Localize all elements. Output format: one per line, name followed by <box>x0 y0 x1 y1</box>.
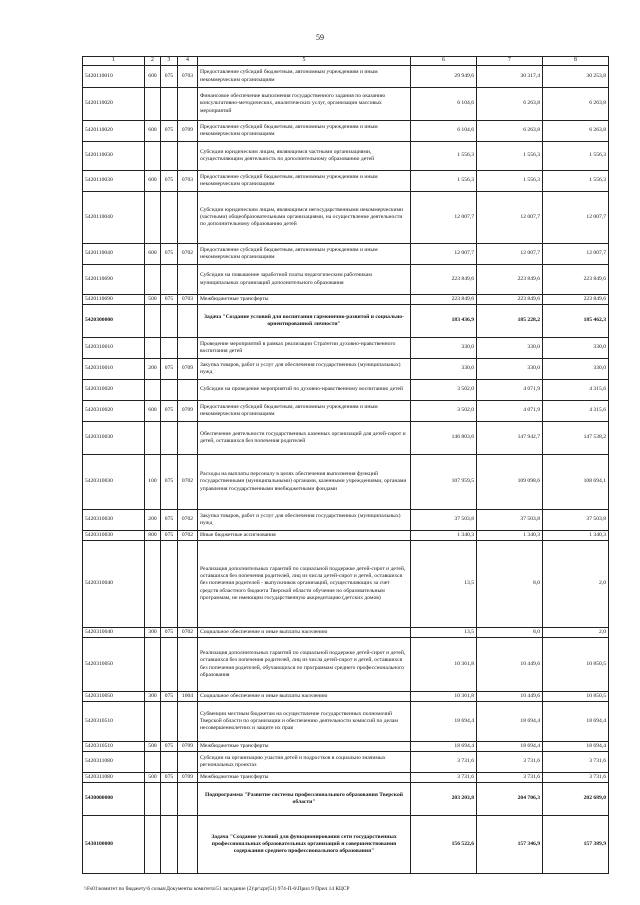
amount-2020-cell: 12 007,7 <box>411 192 477 244</box>
amount-2020-cell: 107 959,5 <box>411 455 477 510</box>
amount-2022-cell: 330,0 <box>543 359 609 380</box>
table-row <box>83 380 609 401</box>
amount-2022-cell: 10 850,5 <box>543 638 609 692</box>
description-cell: Финансовое обеспечение выполнения государственного задания по оказанию консультативно-методических, аналитических услуг, организации массовых мероприятий <box>198 88 411 121</box>
expense-type-cell: 600 <box>145 171 161 192</box>
description-cell: Субсидии на повышение заработной платы педагогическим работникам муниципальных организаций дополнительного образования <box>198 265 411 295</box>
ministry-cell <box>161 380 178 401</box>
ministry-cell: 075 <box>161 244 178 265</box>
description-cell: Межбюджетные трансферты <box>198 773 411 783</box>
expense-type-cell: 500 <box>145 773 161 783</box>
expense-type-cell <box>145 142 161 171</box>
table-row <box>83 455 609 510</box>
amount-2022-cell: 37 503,8 <box>543 510 609 531</box>
amount-2020-cell: 6 104,6 <box>411 88 477 121</box>
column-header: 8 <box>543 57 609 66</box>
table-row <box>83 265 609 295</box>
description-cell: Субсидии на проведение мероприятий по духовно-нравственному воспитанию детей <box>198 380 411 401</box>
target-code-cell: 5420310010 <box>83 359 145 380</box>
section-cell: 0702 <box>178 455 198 510</box>
expense-type-cell: 800 <box>145 531 161 541</box>
section-cell <box>178 816 198 874</box>
table-row <box>83 422 609 455</box>
table-row <box>83 305 609 338</box>
table-row <box>83 88 609 121</box>
amount-2021-cell: 3 731,6 <box>477 773 543 783</box>
target-code-cell: 5420110020 <box>83 121 145 142</box>
amount-2020-cell: 1 556,3 <box>411 142 477 171</box>
expense-type-cell: 200 <box>145 359 161 380</box>
expense-type-cell <box>145 265 161 295</box>
amount-2021-cell: 157 346,9 <box>477 816 543 874</box>
amount-2022-cell: 6 263,8 <box>543 88 609 121</box>
target-code-cell: 5420311080 <box>83 773 145 783</box>
table-row <box>83 773 609 783</box>
description-cell: Предоставление субсидий бюджетным, автономным учреждениям и иным некоммерческим организациям <box>198 171 411 192</box>
section-cell <box>178 305 198 338</box>
description-cell: Предоставление субсидий бюджетным, автономным учреждениям и иным некоммерческим организациям <box>198 121 411 142</box>
target-code-cell: 5420110030 <box>83 142 145 171</box>
target-code-cell: 5420310050 <box>83 638 145 692</box>
amount-2021-cell: 223 849,6 <box>477 295 543 305</box>
target-code-cell: 5420310020 <box>83 401 145 422</box>
target-code-cell: 5420110690 <box>83 295 145 305</box>
target-code-cell: 5420110040 <box>83 244 145 265</box>
amount-2021-cell: 4 071,9 <box>477 380 543 401</box>
amount-2022-cell: 18 694,4 <box>543 742 609 752</box>
expense-type-cell <box>145 338 161 359</box>
amount-2020-cell: 3 502,0 <box>411 401 477 422</box>
expense-type-cell: 300 <box>145 692 161 702</box>
amount-2021-cell: 147 942,7 <box>477 422 543 455</box>
section-cell <box>178 142 198 171</box>
target-code-cell: 5420310010 <box>83 338 145 359</box>
amount-2020-cell: 10 361,8 <box>411 638 477 692</box>
amount-2020-cell: 3 731,6 <box>411 773 477 783</box>
amount-2020-cell: 6 104,6 <box>411 121 477 142</box>
amount-2020-cell: 10 361,8 <box>411 692 477 702</box>
amount-2021-cell: 185 228,2 <box>477 305 543 338</box>
amount-2022-cell: 223 849,6 <box>543 295 609 305</box>
amount-2020-cell: 223 849,6 <box>411 295 477 305</box>
description-cell: Предоставление субсидий бюджетным, автономным учреждениям и иным некоммерческим организациям <box>198 401 411 422</box>
amount-2022-cell: 108 694,1 <box>543 455 609 510</box>
budget-table <box>82 56 609 874</box>
expense-type-cell: 100 <box>145 455 161 510</box>
column-header: 1 <box>83 57 145 66</box>
ministry-cell <box>161 752 178 773</box>
amount-2022-cell: 185 462,3 <box>543 305 609 338</box>
table-row <box>83 510 609 531</box>
section-cell: 0702 <box>178 244 198 265</box>
amount-2022-cell: 147 538,2 <box>543 422 609 455</box>
amount-2021-cell: 37 503,8 <box>477 510 543 531</box>
description-cell: Социальное обеспечение и иные выплаты населению <box>198 692 411 702</box>
expense-type-cell: 600 <box>145 121 161 142</box>
amount-2021-cell: 12 007,7 <box>477 244 543 265</box>
amount-2022-cell: 1 340,3 <box>543 531 609 541</box>
description-cell: Обеспечение деятельности государственных казенных организаций для детей-сирот и детей, оставшихся без попечения родителей <box>198 422 411 455</box>
ministry-cell <box>161 816 178 874</box>
file-path-footer: \\Fs01\комитет по бюджету\6 созыв\Документы комитета\51 заседание (2)\pr\zpr(51) 974-П-6\Прил 9 Прил 14 КЦСР <box>84 886 350 892</box>
table-row <box>83 121 609 142</box>
section-cell: 0702 <box>178 531 198 541</box>
amount-2020-cell: 330,0 <box>411 338 477 359</box>
amount-2022-cell: 1 556,3 <box>543 171 609 192</box>
table-row <box>83 66 609 88</box>
table-row <box>83 628 609 638</box>
amount-2022-cell: 1 556,3 <box>543 142 609 171</box>
target-code-cell: 5420310030 <box>83 422 145 455</box>
target-code-cell: 5430100000 <box>83 816 145 874</box>
description-cell: Закупка товаров, работ и услуг для обеспечения государственных (муниципальных) нужд <box>198 359 411 380</box>
amount-2022-cell: 12 007,7 <box>543 244 609 265</box>
amount-2022-cell: 4 315,6 <box>543 380 609 401</box>
amount-2022-cell: 10 850,5 <box>543 692 609 702</box>
ministry-cell: 075 <box>161 359 178 380</box>
amount-2021-cell: 30 317,4 <box>477 66 543 88</box>
section-cell <box>178 338 198 359</box>
description-cell: Подпрограмма "Развитие системы профессионального образования Тверской области" <box>198 783 411 816</box>
expense-type-cell: 500 <box>145 295 161 305</box>
description-cell: Межбюджетные трансферты <box>198 742 411 752</box>
target-code-cell: 5420310020 <box>83 380 145 401</box>
description-cell: Субсидии на организацию участия детей и подростков в социально значимых региональных проектах <box>198 752 411 773</box>
amount-2021-cell: 223 849,6 <box>477 265 543 295</box>
amount-2021-cell: 330,0 <box>477 338 543 359</box>
section-cell <box>178 380 198 401</box>
description-cell: Закупка товаров, работ и услуг для обеспечения государственных (муниципальных) нужд <box>198 510 411 531</box>
table-row <box>83 244 609 265</box>
expense-type-cell: 200 <box>145 510 161 531</box>
ministry-cell: 075 <box>161 773 178 783</box>
table-row <box>83 752 609 773</box>
amount-2020-cell: 3 502,0 <box>411 380 477 401</box>
ministry-cell: 075 <box>161 295 178 305</box>
target-code-cell: 5420110020 <box>83 88 145 121</box>
column-header: 6 <box>411 57 477 66</box>
expense-type-cell <box>145 380 161 401</box>
column-header: 2 <box>145 57 161 66</box>
table-row <box>83 783 609 816</box>
table-row <box>83 742 609 752</box>
expense-type-cell <box>145 783 161 816</box>
table-row <box>83 192 609 244</box>
ministry-cell: 075 <box>161 401 178 422</box>
section-cell <box>178 638 198 692</box>
amount-2022-cell: 202 689,0 <box>543 783 609 816</box>
amount-2021-cell: 10 449,6 <box>477 692 543 702</box>
expense-type-cell <box>145 305 161 338</box>
amount-2021-cell: 18 694,4 <box>477 702 543 742</box>
description-cell: Предоставление субсидий бюджетным, автономным учреждениям и иным некоммерческим организациям <box>198 244 411 265</box>
target-code-cell: 5420300000 <box>83 305 145 338</box>
amount-2020-cell: 1 556,3 <box>411 171 477 192</box>
ministry-cell: 075 <box>161 742 178 752</box>
description-cell: Предоставление субсидий бюджетным, автономным учреждениям и иным некоммерческим организациям <box>198 66 411 88</box>
amount-2022-cell: 223 849,6 <box>543 265 609 295</box>
target-code-cell: 5420310510 <box>83 742 145 752</box>
expense-type-cell <box>145 752 161 773</box>
amount-2022-cell: 157 389,9 <box>543 816 609 874</box>
expense-type-cell <box>145 192 161 244</box>
target-code-cell: 5430000000 <box>83 783 145 816</box>
amount-2020-cell: 13,5 <box>411 541 477 628</box>
section-cell: 0703 <box>178 171 198 192</box>
ministry-cell <box>161 702 178 742</box>
description-cell: Субсидии юридическим лицам, являющимся негосударственными некоммерческими (частными) общеобразовательными организациями, на осуществление деятельности по дополнительному образованию детей <box>198 192 411 244</box>
amount-2022-cell: 2,0 <box>543 541 609 628</box>
table-row <box>83 816 609 874</box>
section-cell <box>178 88 198 121</box>
table-row <box>83 692 609 702</box>
amount-2020-cell: 1 340,3 <box>411 531 477 541</box>
column-header: 3 <box>161 57 178 66</box>
amount-2020-cell: 18 694,4 <box>411 742 477 752</box>
ministry-cell <box>161 783 178 816</box>
column-header: 4 <box>178 57 198 66</box>
table-row <box>83 171 609 192</box>
amount-2020-cell: 223 849,6 <box>411 265 477 295</box>
table-row <box>83 142 609 171</box>
table-row <box>83 401 609 422</box>
amount-2021-cell: 3 731,6 <box>477 752 543 773</box>
expense-type-cell: 600 <box>145 244 161 265</box>
amount-2021-cell: 18 694,4 <box>477 742 543 752</box>
table-row <box>83 295 609 305</box>
section-cell: 0709 <box>178 121 198 142</box>
section-cell: 0709 <box>178 359 198 380</box>
expense-type-cell: 600 <box>145 66 161 88</box>
target-code-cell: 5420310040 <box>83 628 145 638</box>
amount-2022-cell: 3 731,6 <box>543 752 609 773</box>
target-code-cell: 5420110030 <box>83 171 145 192</box>
section-cell <box>178 265 198 295</box>
amount-2021-cell: 1 556,3 <box>477 142 543 171</box>
amount-2021-cell: 10 449,6 <box>477 638 543 692</box>
target-code-cell: 5420110040 <box>83 192 145 244</box>
target-code-cell: 5420310510 <box>83 702 145 742</box>
target-code-cell: 5420310030 <box>83 531 145 541</box>
ministry-cell: 075 <box>161 121 178 142</box>
expense-type-cell: 500 <box>145 742 161 752</box>
ministry-cell: 075 <box>161 171 178 192</box>
amount-2022-cell: 330,0 <box>543 338 609 359</box>
table-header-row <box>83 57 609 66</box>
expense-type-cell <box>145 541 161 628</box>
table-row <box>83 541 609 628</box>
expense-type-cell <box>145 422 161 455</box>
amount-2022-cell: 3 731,6 <box>543 773 609 783</box>
amount-2020-cell: 203 203,8 <box>411 783 477 816</box>
section-cell: 0703 <box>178 66 198 88</box>
table-row <box>83 531 609 541</box>
ministry-cell: 075 <box>161 692 178 702</box>
section-cell: 1004 <box>178 692 198 702</box>
ministry-cell <box>161 192 178 244</box>
ministry-cell <box>161 142 178 171</box>
expense-type-cell <box>145 638 161 692</box>
amount-2021-cell: 204 706,3 <box>477 783 543 816</box>
target-code-cell: 5420310040 <box>83 541 145 628</box>
target-code-cell: 5420110010 <box>83 66 145 88</box>
ministry-cell: 075 <box>161 531 178 541</box>
target-code-cell: 5420310030 <box>83 510 145 531</box>
amount-2020-cell: 3 731,6 <box>411 752 477 773</box>
description-cell: Социальное обеспечение и иные выплаты населению <box>198 628 411 638</box>
table-row <box>83 359 609 380</box>
expense-type-cell: 600 <box>145 401 161 422</box>
amount-2021-cell: 1 556,3 <box>477 171 543 192</box>
amount-2021-cell: 330,0 <box>477 359 543 380</box>
ministry-cell: 075 <box>161 510 178 531</box>
description-cell: Межбюджетные трансферты <box>198 295 411 305</box>
amount-2020-cell: 29 949,6 <box>411 66 477 88</box>
section-cell <box>178 783 198 816</box>
expense-type-cell <box>145 816 161 874</box>
description-cell: Задача "Создание условий для воспитания гармонично-развитой и социально-ориентированной личности" <box>198 305 411 338</box>
amount-2021-cell: 4 071,9 <box>477 401 543 422</box>
description-cell: Реализация дополнительных гарантий по социальной поддержке детей-сирот и детей, оставшихся без попечения родителей, лиц из числа детей-сирот и детей, оставшихся без попечения родителей, обучающихся по программам среднего профессионального образования <box>198 638 411 692</box>
section-cell: 0703 <box>178 295 198 305</box>
amount-2022-cell: 6 263,8 <box>543 121 609 142</box>
description-cell: Субвенции местным бюджетам на осуществление государственных полномочий Тверской области по организации и обеспечению деятельности комиссий по делам несовершеннолетних и защите их прав <box>198 702 411 742</box>
ministry-cell <box>161 422 178 455</box>
amount-2020-cell: 13,5 <box>411 628 477 638</box>
amount-2022-cell: 4 315,6 <box>543 401 609 422</box>
amount-2020-cell: 330,0 <box>411 359 477 380</box>
ministry-cell <box>161 305 178 338</box>
amount-2021-cell: 6 263,8 <box>477 121 543 142</box>
amount-2020-cell: 156 522,6 <box>411 816 477 874</box>
section-cell: 0702 <box>178 628 198 638</box>
table-row <box>83 338 609 359</box>
ministry-cell <box>161 338 178 359</box>
amount-2020-cell: 183 436,9 <box>411 305 477 338</box>
description-cell: Расходы на выплаты персоналу в целях обеспечения выполнения функций государственными (муниципальными) органами, казенными учреждениями, органами управления государственными внебюджетными фондами <box>198 455 411 510</box>
amount-2020-cell: 18 694,4 <box>411 702 477 742</box>
section-cell <box>178 702 198 742</box>
table-row <box>83 638 609 692</box>
ministry-cell <box>161 541 178 628</box>
ministry-cell: 075 <box>161 455 178 510</box>
ministry-cell: 075 <box>161 628 178 638</box>
expense-type-cell: 300 <box>145 628 161 638</box>
column-header: 7 <box>477 57 543 66</box>
amount-2021-cell: 109 098,6 <box>477 455 543 510</box>
page-number: 59 <box>316 33 324 42</box>
amount-2021-cell: 8,0 <box>477 541 543 628</box>
amount-2022-cell: 18 694,4 <box>543 702 609 742</box>
section-cell: 0702 <box>178 510 198 531</box>
expense-type-cell <box>145 702 161 742</box>
description-cell: Проведение мероприятий в рамках реализации Стратегии духовно-нравственного воспитания детей <box>198 338 411 359</box>
section-cell: 0709 <box>178 401 198 422</box>
column-header: 5 <box>198 57 411 66</box>
amount-2020-cell: 37 503,8 <box>411 510 477 531</box>
section-cell <box>178 541 198 628</box>
amount-2022-cell: 12 007,7 <box>543 192 609 244</box>
ministry-cell: 075 <box>161 66 178 88</box>
table-row <box>83 702 609 742</box>
amount-2022-cell: 2,0 <box>543 628 609 638</box>
description-cell: Субсидии юридическим лицам, являющимся частными организациями, осуществляющим деятельность по дополнительному образованию детей <box>198 142 411 171</box>
description-cell: Иные бюджетные ассигнования <box>198 531 411 541</box>
target-code-cell: 5420310030 <box>83 455 145 510</box>
description-cell: Реализация дополнительных гарантий по социальной поддержке детей-сирот и детей, оставшихся без попечения родителей, лиц из числа детей-сирот и детей, оставшихся без попечения родителей - выпускников организаций, осуществляющих за счет средств областного бюджета Тверской области обучение по образовательным программам, не имеющим государственную аккредитацию (детских домов) <box>198 541 411 628</box>
ministry-cell <box>161 265 178 295</box>
target-code-cell: 5420311080 <box>83 752 145 773</box>
expense-type-cell <box>145 88 161 121</box>
ministry-cell <box>161 88 178 121</box>
target-code-cell: 5420310050 <box>83 692 145 702</box>
section-cell: 0709 <box>178 742 198 752</box>
section-cell <box>178 192 198 244</box>
description-cell: Задача "Создание условий для функционирования сети государственных профессиональных образовательных организаций и совершенствования содержания среднего профессионального образования" <box>198 816 411 874</box>
section-cell: 0709 <box>178 773 198 783</box>
section-cell <box>178 422 198 455</box>
ministry-cell <box>161 638 178 692</box>
amount-2021-cell: 8,0 <box>477 628 543 638</box>
section-cell <box>178 752 198 773</box>
amount-2020-cell: 12 007,7 <box>411 244 477 265</box>
amount-2021-cell: 6 263,8 <box>477 88 543 121</box>
amount-2022-cell: 30 253,8 <box>543 66 609 88</box>
amount-2020-cell: 146 803,6 <box>411 422 477 455</box>
amount-2021-cell: 1 340,3 <box>477 531 543 541</box>
amount-2021-cell: 12 007,7 <box>477 192 543 244</box>
target-code-cell: 5420110690 <box>83 265 145 295</box>
